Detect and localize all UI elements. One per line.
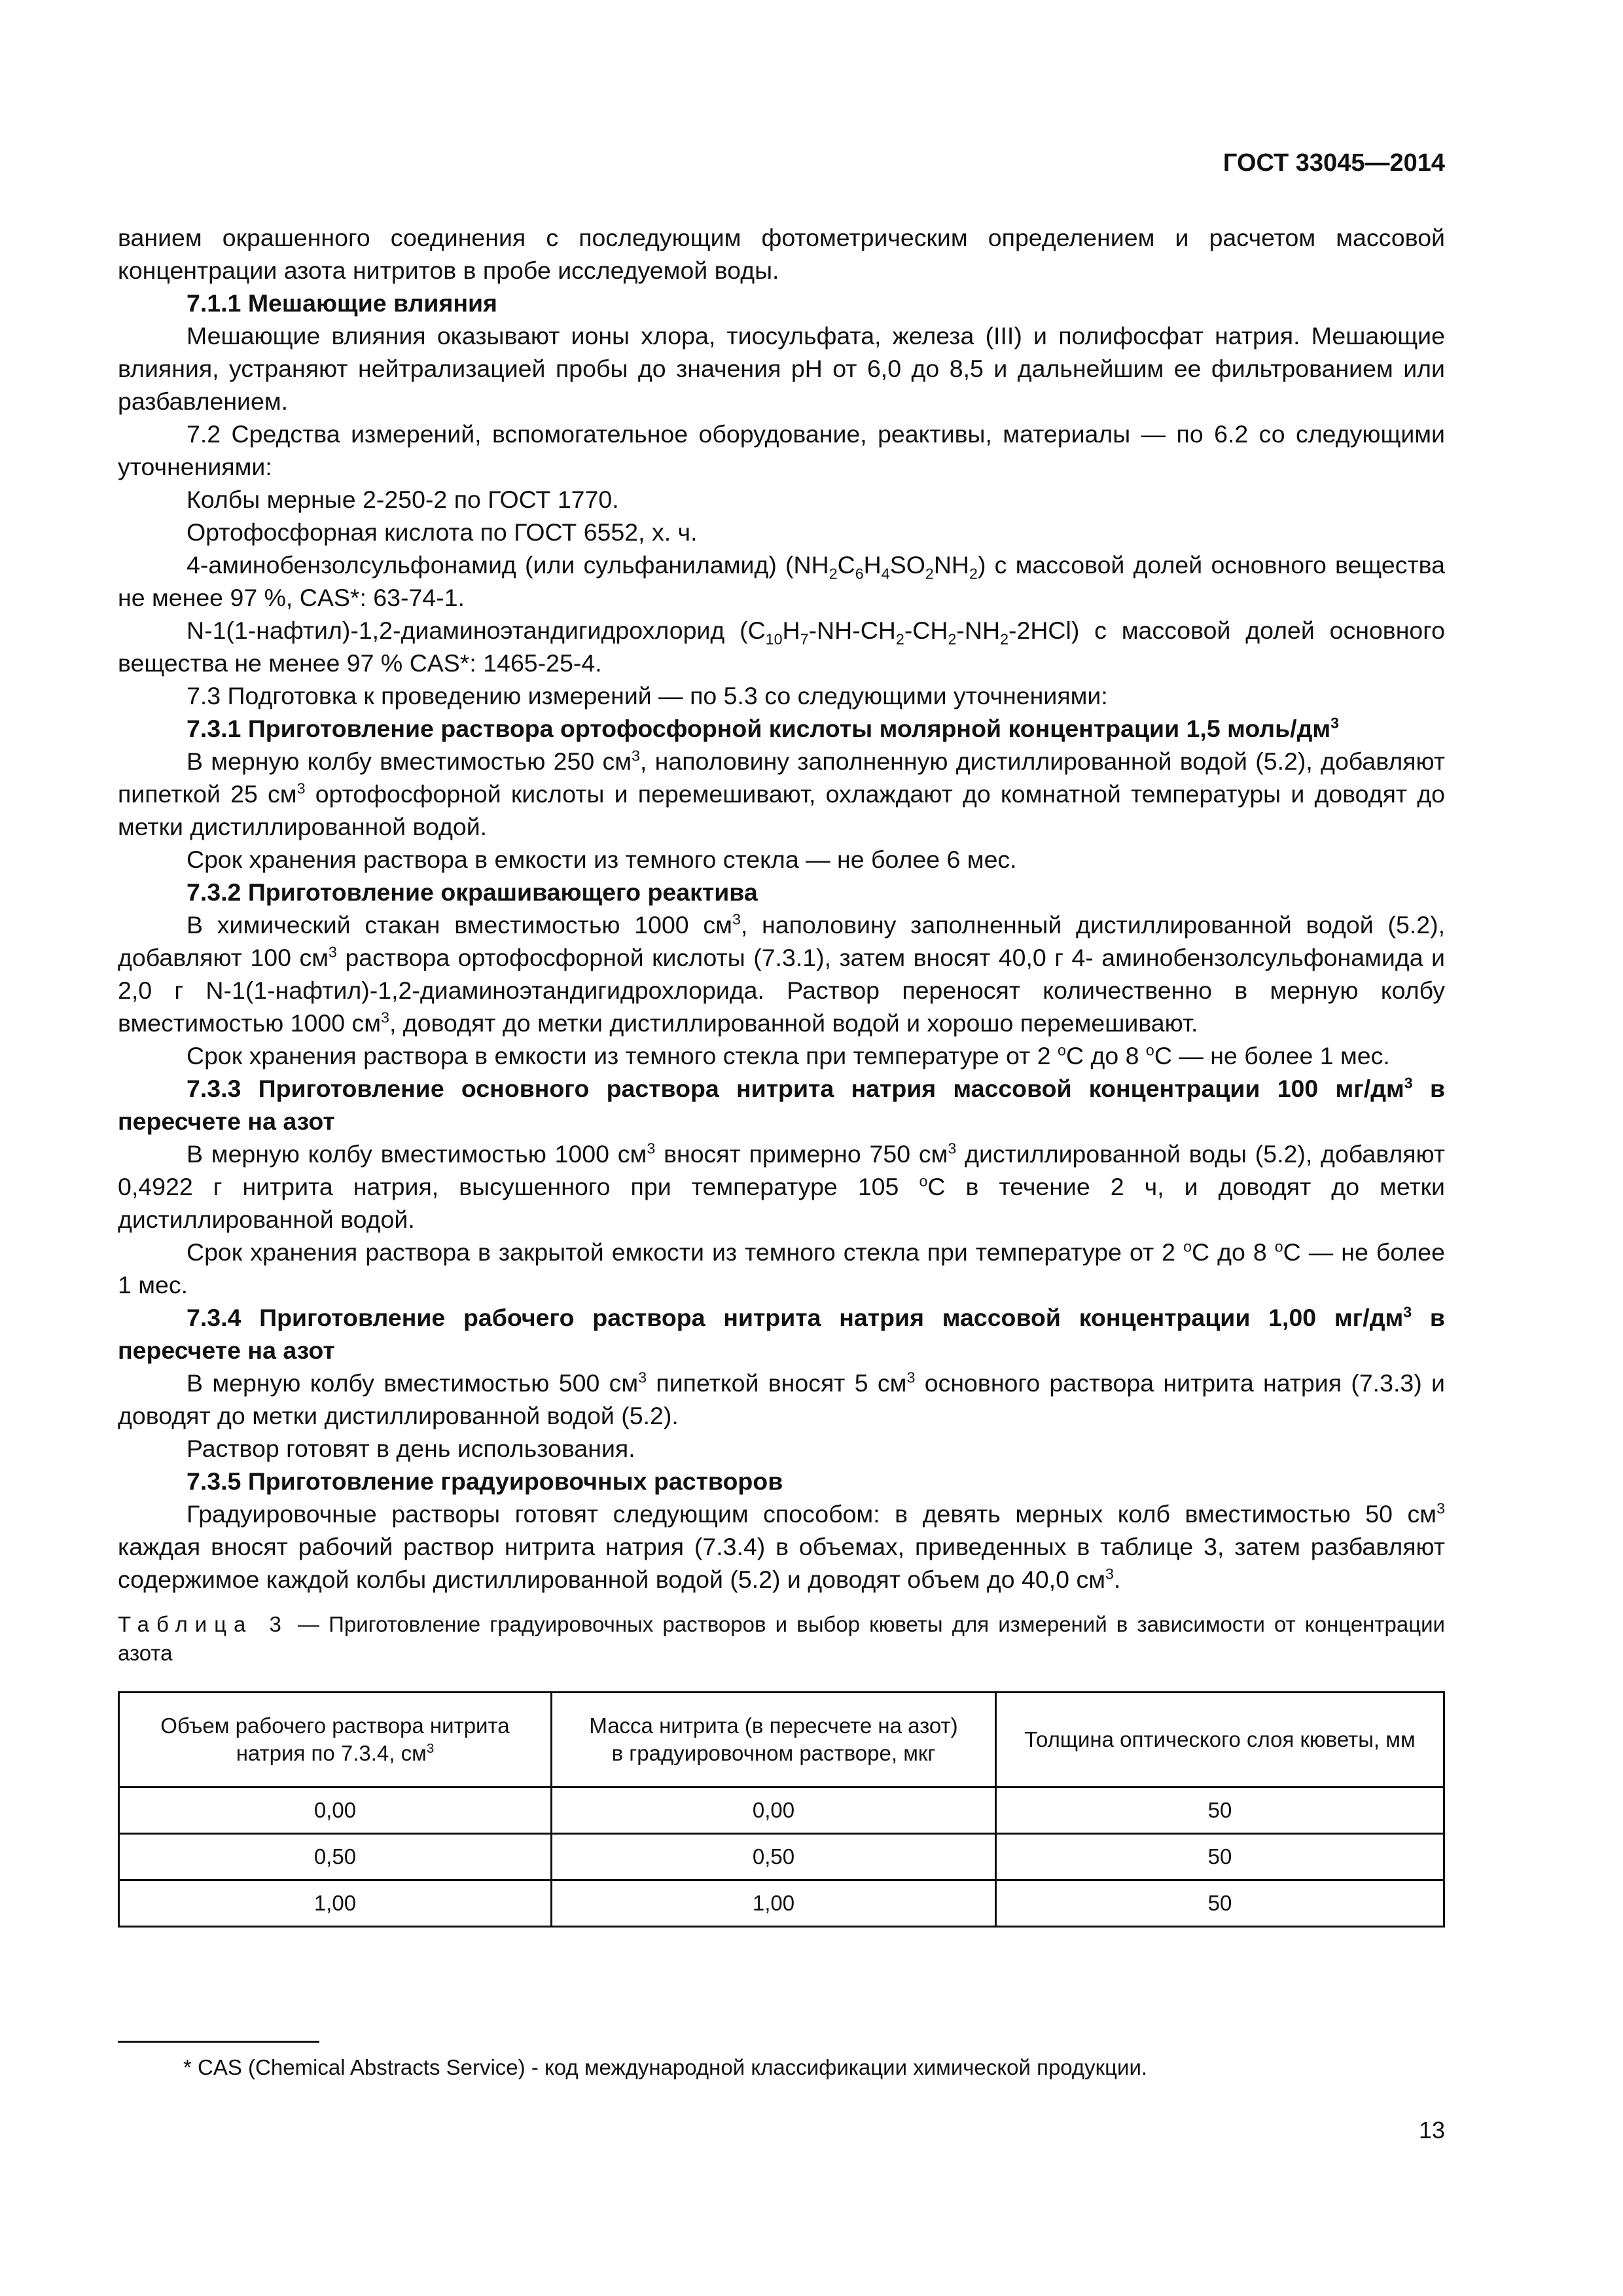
table-cell: 50 — [996, 1834, 1444, 1880]
table-cell: 0,50 — [551, 1834, 995, 1880]
footnote: * CAS (Chemical Abstracts Service) - код международной классификации химической продукции. — [183, 2055, 1148, 2079]
table-cell: 1,00 — [551, 1880, 995, 1927]
page-body — [118, 221, 1445, 1928]
paragraph-7-3-5: Градуировочные растворы готовят следующим способом: в девять мерных колб вместимостью 50 $см^3$ каждая вносят рабочий раствор нитрита натрия (7.3.4) в объемах, приведенных в таблице 3, затем разбавляют содержимое каждой колбы дистиллированной водой (5.2) и доводят объем до 40,0 $см^3$. — [118, 1499, 1445, 1593]
paragraph-flasks: Колбы мерные 2-250-2 по ГОСТ 1770. — [187, 486, 619, 513]
paragraph-7-1-1: Мешающие влияния оказывают ионы хлора, тиосульфата, железа (III) и полифосфат натрия. Мешающие влияния, устраняют нейтрализацией пробы до значения pH от 6,0 до 8,5 и дальнейшим ее фильтрованием или разбавлением. — [118, 322, 1445, 415]
table-caption-label: Таблица 3 — [118, 1612, 289, 1636]
paragraph-naphthyl: N-1(1-нафтил)-1,2-диаминоэтандигидрохлорид $(C_{10}H_7-NH-CH_2-CH_2-NH_2-2HCl)$ с массовой долей основного вещества не менее 97 % CAS*: 1465-25-4. — [118, 617, 1445, 677]
table-header-row — [119, 1693, 1444, 1787]
section-heading-7-3-1: 7.3.1 Приготовление раствора ортофосфорной кислоты молярной концентрации 1,5 моль/$дм^3$ — [187, 714, 1340, 742]
section-heading-7-1-1: 7.1.1 Мешающие влияния — [187, 289, 497, 317]
section-heading-7-3-3: 7.3.3 Приготовление основного раствора нитрита натрия массовой концентрации 100 $мг/дм^3$ в пересчете на азот — [118, 1074, 1445, 1135]
calibration-table — [118, 1691, 1445, 1928]
paragraph-7-2: 7.2 Средства измерений, вспомогательное оборудование, реактивы, материалы — по 6.2 со следующими уточнениями: — [118, 420, 1445, 480]
table-row — [119, 1834, 1444, 1880]
section-heading-7-3-5: 7.3.5 Приготовление градуировочных растворов — [187, 1467, 783, 1495]
paragraph-7-3-1-storage: Срок хранения раствора в емкости из темного стекла — не более 6 мес. — [187, 846, 1017, 873]
paragraph-7-3-1: В мерную колбу вместимостью 250 $см^3$, наполовину заполненную дистиллированной водой (5.2), добавляют пипеткой 25 $см^3$ ортофосфорной кислоты и перемешивают, охлаждают до комнатной температуры и доводят до метки дистиллированной водой. — [118, 747, 1445, 840]
table-cell: 0,00 — [551, 1787, 995, 1834]
table-caption — [118, 1610, 1445, 1668]
paragraph-7-3-2: В химический стакан вместимостью 1000 $см^3$, наполовину заполненный дистиллированной водой (5.2), добавляют 100 $см^3$ раствора ортофосфорной кислоты (7.3.1), затем вносят 40,0 г 4- аминобензолсульфонамида и 2,0 г N-1(1-нафтил)-1,2-диаминоэтандигидрохлорида. Раствор переносят количественно в мерную колбу вместимостью 1000 $см^3$, доводят до метки дистиллированной водой и хорошо перемешивают. — [118, 910, 1445, 1037]
table-cell: 50 — [996, 1787, 1444, 1834]
table-caption-text: — Приготовление градуировочных растворов и выбор кюветы для измерений в зависимости от концентрации азота — [118, 1612, 1445, 1665]
document-code: ГОСТ 33045—2014 — [1222, 149, 1445, 177]
paragraph-7-3-4-usage: Раствор готовят в день использования. — [187, 1435, 635, 1462]
paragraph-7-3-3-storage: Срок хранения раствора в закрытой емкости из темного стекла при температуре от 2 $^о$С до 8 $^о$С — не более 1 мес. — [118, 1238, 1445, 1299]
table-row — [119, 1787, 1444, 1834]
paragraph-sulfanilamide: 4-аминобензолсульфонамид (или сульфаниламид) $(NH_2C_6H_4SO_2NH_2)$ с массовой долей основного вещества не менее 97 %, CAS*: 63-74-1. — [118, 551, 1445, 611]
page-number: 13 — [1418, 2117, 1445, 2144]
footnote-divider — [118, 2041, 319, 2043]
paragraph-7-3-3: В мерную колбу вместимостью 1000 $см^3$ вносят примерно 750 $см^3$ дистиллированной воды (5.2), добавляют 0,4922 г нитрита натрия, высушенного при температуре 105 $^о$С в течение 2 ч, и доводят до метки дистиллированной водой. — [118, 1139, 1446, 1233]
section-heading-7-3-2: 7.3.2 Приготовление окрашивающего реактива — [187, 878, 758, 906]
paragraph-7-3-2-storage: Срок хранения раствора в емкости из темного стекла при температуре от 2 $^о$С до 8 $^о$С — не более 1 мес. — [187, 1041, 1390, 1069]
column-header-cuvette: Толщина оптического слоя кюветы, мм — [996, 1693, 1444, 1787]
paragraph-7-3: 7.3 Подготовка к проведению измерений — по 5.3 со следующими уточнениями: — [187, 682, 1108, 709]
table-row — [119, 1880, 1444, 1927]
table-cell: 1,00 — [119, 1880, 552, 1927]
paragraph-continued: ванием окрашенного соединения с последующим фотометрическим определением и расчетом массовой концентрации азота нитритов в пробе исследуемой воды. — [118, 224, 1445, 284]
table-cell: 0,50 — [119, 1834, 552, 1880]
paragraph-phosphoric-acid: Ортофосфорная кислота по ГОСТ 6552, х. ч. — [187, 518, 698, 546]
column-header-volume: Объем рабочего раствора нитрита натрия по 7.3.4, $см^3$ — [119, 1693, 552, 1787]
section-heading-7-3-4: 7.3.4 Приготовление рабочего раствора нитрита натрия массовой концентрации 1,00 $мг/дм^3$ в пересчете на азот — [118, 1303, 1445, 1364]
table-cell: 50 — [996, 1880, 1444, 1927]
paragraph-7-3-4: В мерную колбу вместимостью 500 $см^3$ пипеткой вносят 5 $см^3$ основного раствора нитрита натрия (7.3.3) и доводят до метки дистиллированной водой (5.2). — [118, 1369, 1445, 1429]
table-cell: 0,00 — [119, 1787, 552, 1834]
column-header-mass: Масса нитрита (в пересчете на азот) в градуировочном растворе, мкг — [551, 1693, 995, 1787]
